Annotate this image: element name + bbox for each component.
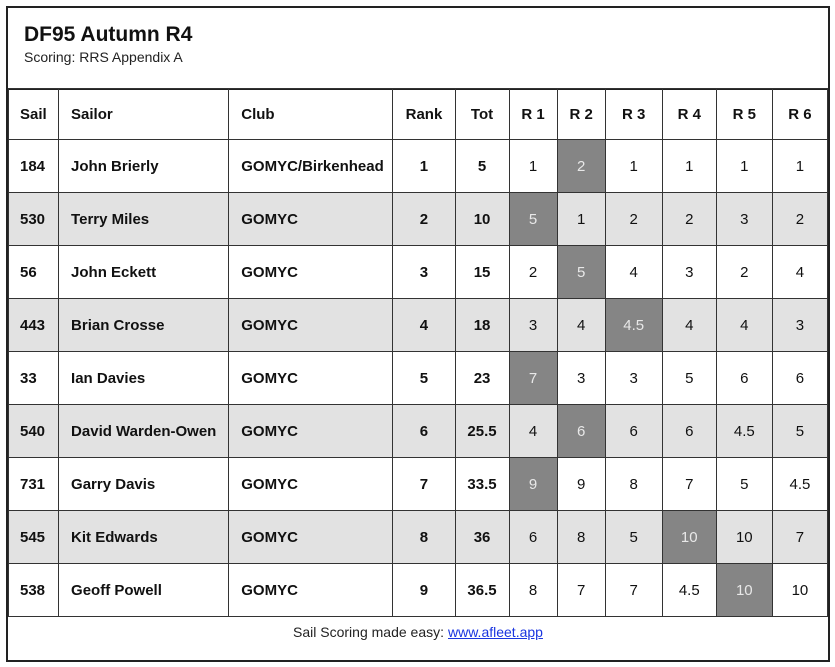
race-score: 3 bbox=[557, 352, 605, 405]
results-body bbox=[9, 140, 828, 617]
sail-number: 184 bbox=[9, 140, 59, 193]
race-score: 4 bbox=[509, 405, 557, 458]
race-score: 1 bbox=[605, 140, 662, 193]
column-header-sailor: Sailor bbox=[59, 89, 229, 140]
race-score: 1 bbox=[662, 140, 716, 193]
race-score: 10 bbox=[716, 511, 772, 564]
total-points: 18 bbox=[455, 299, 509, 352]
footer-text: Sail Scoring made easy: bbox=[293, 624, 444, 640]
race-score: 2 bbox=[772, 193, 827, 246]
total-points: 25.5 bbox=[455, 405, 509, 458]
column-header-race-1: R 1 bbox=[509, 89, 557, 140]
table-row bbox=[9, 511, 828, 564]
race-score: 4 bbox=[662, 299, 716, 352]
sail-number: 56 bbox=[9, 246, 59, 299]
sail-number: 530 bbox=[9, 193, 59, 246]
table-row bbox=[9, 352, 828, 405]
race-score-discarded: 2 bbox=[557, 140, 605, 193]
total-points: 5 bbox=[455, 140, 509, 193]
total-points: 36.5 bbox=[455, 564, 509, 617]
race-score: 5 bbox=[772, 405, 827, 458]
race-score: 3 bbox=[772, 299, 827, 352]
club-name: GOMYC bbox=[229, 352, 393, 405]
sail-number: 540 bbox=[9, 405, 59, 458]
rank-value: 5 bbox=[393, 352, 455, 405]
sailor-name: Terry Miles bbox=[59, 193, 229, 246]
sailor-name: Ian Davies bbox=[59, 352, 229, 405]
race-score: 3 bbox=[716, 193, 772, 246]
sailor-name: Kit Edwards bbox=[59, 511, 229, 564]
rank-value: 4 bbox=[393, 299, 455, 352]
race-score: 9 bbox=[557, 458, 605, 511]
race-score: 5 bbox=[605, 511, 662, 564]
rank-value: 7 bbox=[393, 458, 455, 511]
rank-value: 1 bbox=[393, 140, 455, 193]
table-row bbox=[9, 246, 828, 299]
race-score: 7 bbox=[772, 511, 827, 564]
race-score-discarded: 4.5 bbox=[605, 299, 662, 352]
total-points: 10 bbox=[455, 193, 509, 246]
race-score: 2 bbox=[662, 193, 716, 246]
race-score: 7 bbox=[662, 458, 716, 511]
race-score-discarded: 9 bbox=[509, 458, 557, 511]
race-score: 4.5 bbox=[716, 405, 772, 458]
race-score: 2 bbox=[605, 193, 662, 246]
sail-number: 443 bbox=[9, 299, 59, 352]
race-score-discarded: 5 bbox=[557, 246, 605, 299]
results-header bbox=[8, 8, 828, 90]
race-score: 1 bbox=[509, 140, 557, 193]
race-score: 1 bbox=[557, 193, 605, 246]
race-score: 10 bbox=[772, 564, 827, 617]
club-name: GOMYC bbox=[229, 458, 393, 511]
table-row bbox=[9, 405, 828, 458]
race-score: 8 bbox=[509, 564, 557, 617]
race-score: 1 bbox=[772, 140, 827, 193]
race-score: 3 bbox=[509, 299, 557, 352]
column-header-sail: Sail bbox=[9, 89, 59, 140]
column-header-race-4: R 4 bbox=[662, 89, 716, 140]
club-name: GOMYC bbox=[229, 246, 393, 299]
race-score: 5 bbox=[662, 352, 716, 405]
column-header-race-6: R 6 bbox=[772, 89, 827, 140]
sail-number: 33 bbox=[9, 352, 59, 405]
race-score: 4.5 bbox=[772, 458, 827, 511]
results-frame bbox=[6, 6, 830, 662]
club-name: GOMYC bbox=[229, 511, 393, 564]
race-score: 4.5 bbox=[662, 564, 716, 617]
race-score: 2 bbox=[716, 246, 772, 299]
race-score: 4 bbox=[557, 299, 605, 352]
race-score: 5 bbox=[716, 458, 772, 511]
race-score: 6 bbox=[772, 352, 827, 405]
column-header-race-2: R 2 bbox=[557, 89, 605, 140]
club-name: GOMYC bbox=[229, 564, 393, 617]
race-score: 6 bbox=[716, 352, 772, 405]
race-score: 2 bbox=[509, 246, 557, 299]
total-points: 23 bbox=[455, 352, 509, 405]
sail-number: 538 bbox=[9, 564, 59, 617]
sail-number: 545 bbox=[9, 511, 59, 564]
race-score: 6 bbox=[662, 405, 716, 458]
column-header-race-5: R 5 bbox=[716, 89, 772, 140]
race-score: 4 bbox=[772, 246, 827, 299]
results-table bbox=[8, 88, 828, 617]
race-score: 7 bbox=[605, 564, 662, 617]
race-score: 7 bbox=[557, 564, 605, 617]
column-header-race-3: R 3 bbox=[605, 89, 662, 140]
club-name: GOMYC bbox=[229, 193, 393, 246]
sailor-name: John Brierly bbox=[59, 140, 229, 193]
race-score: 3 bbox=[605, 352, 662, 405]
race-score: 6 bbox=[509, 511, 557, 564]
rank-value: 2 bbox=[393, 193, 455, 246]
total-points: 36 bbox=[455, 511, 509, 564]
race-score-discarded: 5 bbox=[509, 193, 557, 246]
race-score-discarded: 10 bbox=[716, 564, 772, 617]
race-score: 3 bbox=[662, 246, 716, 299]
sailor-name: Garry Davis bbox=[59, 458, 229, 511]
race-score: 4 bbox=[716, 299, 772, 352]
table-row bbox=[9, 458, 828, 511]
sailor-name: Geoff Powell bbox=[59, 564, 229, 617]
race-score-discarded: 7 bbox=[509, 352, 557, 405]
table-row bbox=[9, 299, 828, 352]
race-score: 1 bbox=[716, 140, 772, 193]
page-title: DF95 Autumn R4 bbox=[24, 23, 193, 46]
table-row bbox=[9, 140, 828, 193]
race-score: 8 bbox=[557, 511, 605, 564]
afleet-link[interactable]: www.afleet.app bbox=[448, 624, 543, 640]
total-points: 15 bbox=[455, 246, 509, 299]
club-name: GOMYC bbox=[229, 299, 393, 352]
rank-value: 6 bbox=[393, 405, 455, 458]
table-header-row bbox=[9, 89, 828, 140]
race-score: 6 bbox=[605, 405, 662, 458]
race-score: 4 bbox=[605, 246, 662, 299]
column-header-total: Tot bbox=[455, 89, 509, 140]
rank-value: 3 bbox=[393, 246, 455, 299]
table-row bbox=[9, 193, 828, 246]
sailor-name: John Eckett bbox=[59, 246, 229, 299]
sailor-name: David Warden-Owen bbox=[59, 405, 229, 458]
column-header-club: Club bbox=[229, 89, 393, 140]
column-header-rank: Rank bbox=[393, 89, 455, 140]
rank-value: 9 bbox=[393, 564, 455, 617]
club-name: GOMYC/Birkenhead bbox=[229, 140, 393, 193]
club-name: GOMYC bbox=[229, 405, 393, 458]
footer bbox=[8, 604, 828, 660]
race-score-discarded: 6 bbox=[557, 405, 605, 458]
race-score: 8 bbox=[605, 458, 662, 511]
race-score-discarded: 10 bbox=[662, 511, 716, 564]
total-points: 33.5 bbox=[455, 458, 509, 511]
sailor-name: Brian Crosse bbox=[59, 299, 229, 352]
rank-value: 8 bbox=[393, 511, 455, 564]
scoring-system: Scoring: RRS Appendix A bbox=[24, 49, 183, 65]
sail-number: 731 bbox=[9, 458, 59, 511]
